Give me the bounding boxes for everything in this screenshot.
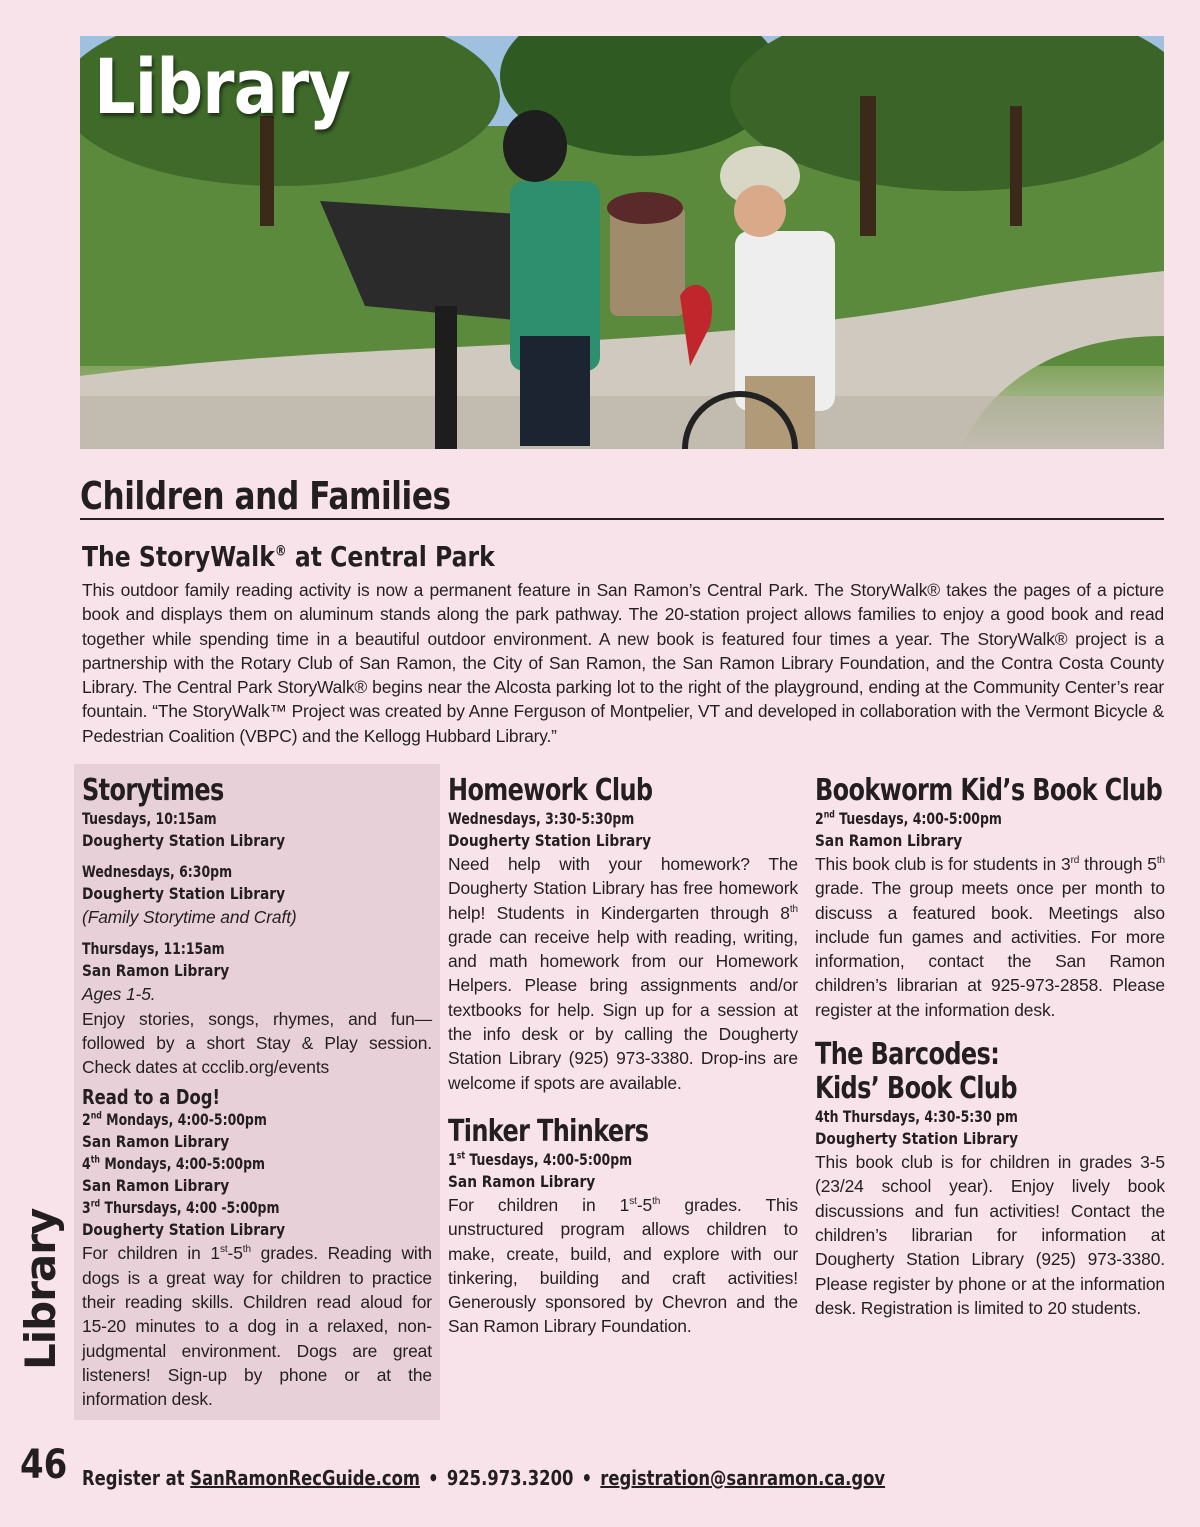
dog-session-2-when: 4th Mondays, 4:00-5:00pm [82, 1154, 266, 1174]
storytime-2-when: Wednesdays, 6:30pm [82, 862, 233, 881]
footer-phone: 925.973.3200 [446, 1466, 574, 1490]
storytime-2-place: Dougherty Station Library [82, 884, 286, 903]
dog-session-1-place: San Ramon Library [82, 1132, 230, 1152]
bookworm-title: Bookworm Kid’s Book Club [815, 773, 1163, 808]
footer-register [82, 1466, 885, 1490]
homework-club-place: Dougherty Station Library [448, 831, 652, 850]
section-title: Children and Families [80, 474, 451, 518]
hero-photo [80, 36, 1164, 449]
footer-separator-2: • [581, 1466, 593, 1490]
section-heading [80, 474, 1164, 520]
barcodes-title-line2: Kids’ Book Club [815, 1071, 1017, 1107]
barcodes-place: Dougherty Station Library [815, 1129, 1019, 1149]
footer-register-label: Register at [82, 1466, 191, 1490]
bookworm-body: This book club is for students in 3rd through 5th grade. The group meets once per month to discuss a featured book. Meetings also include fun games and activities. For more information, contact the San Ramon children’s librarian at 925-973-2858. Please register at the information desk. [815, 854, 1165, 1020]
tinker-thinkers-when: 1st Tuesdays, 4:00-5:00pm [448, 1149, 633, 1169]
storytime-3-place: San Ramon Library [82, 961, 230, 981]
storywalk-title-tail: at Central Park [286, 540, 495, 573]
storytimes-body: Enjoy stories, songs, rhymes, and fun—followed by a short Stay & Play session. Check dates at ccclib.org/events [82, 1008, 432, 1078]
tinker-thinkers-body: For children in 1st-5th grades. This unstructured program allows children to make, create, build, and explore with our tinkering, building and craft activities! Generously sponsored by Chevron and the San Ramon Library Foundation. [448, 1194, 798, 1337]
hero-title: Library [94, 42, 350, 131]
footer-separator-1: • [428, 1466, 439, 1490]
footer-site-link[interactable]: SanRamonRecGuide.com [190, 1466, 420, 1490]
barcodes-title-line1: The Barcodes: [815, 1037, 1000, 1073]
storywalk-title-text: The StoryWalk [82, 540, 275, 573]
side-tab-library: Library [16, 1208, 65, 1370]
middle-column [448, 764, 798, 1339]
bookworm-place: San Ramon Library [815, 831, 963, 850]
storytimes-sidebar [74, 764, 440, 1420]
homework-club-title: Homework Club [448, 773, 653, 808]
storytime-2-note: (Family Storytime and Craft) [82, 907, 297, 927]
dog-session-3-place: Dougherty Station Library [82, 1220, 286, 1240]
storywalk-body: This outdoor family reading activity is now a permanent feature in San Ramon’s Central Park. The StoryWalk® takes the pages of a picture book and displays them on aluminum stands along the park pathway. The 20-station project allows families to enjoy a good book and read together while spending time in a beautiful outdoor environment. A new book is featured four times a year. The StoryWalk® project is a partnership with the Rotary Club of San Ramon, the City of San Ramon, the San Ramon Library Foundation, and the Contra Costa County Library. The Central Park StoryWalk® begins near the Alcosta parking lot to the right of the playground, ending at the Community Center’s rear fountain. “The StoryWalk™ Project was created by Anne Ferguson of Montpelier, VT and developed in collaboration with the Vermont Bicycle & Pedestrian Coalition (VBPC) and the Kellogg Hubbard Library.” [82, 580, 1164, 746]
storytime-1-when: Tuesdays, 10:15am [82, 809, 217, 828]
storytime-3-when: Thursdays, 11:15am [82, 939, 225, 959]
page-number: 46 [20, 1442, 68, 1488]
footer-email-link[interactable]: registration@sanramon.ca.gov [600, 1466, 886, 1490]
tinker-thinkers-place: San Ramon Library [448, 1171, 596, 1191]
barcodes-body: This book club is for children in grades 3-5 (23/24 school year). Enjoy lively book discussions and fun activities! Contact the children’s librarian for information at Dougherty Station Library (925) 973-3380. Please register by phone or at the information desk. Registration is limited to 20 students. [815, 1152, 1165, 1318]
dog-session-1-when: 2nd Mondays, 4:00-5:00pm [82, 1110, 267, 1130]
barcodes-when: 4th Thursdays, 4:30-5:30 pm [815, 1107, 1018, 1127]
homework-club-body: Need help with your homework? The Dougherty Station Library has free homework help! Students in Kindergarten through 8th grade can receive help with reading, writing, and math homework from our Homework Helpers. Please bring assignments and/or textbooks for help. Sign up for a session at the info desk or by calling the Dougherty Station Library (925) 973-3380. Drop-ins are welcome if spots are available. [448, 854, 798, 1093]
storytime-3-note: Ages 1-5. [82, 984, 156, 1005]
dog-session-2-place: San Ramon Library [82, 1176, 230, 1196]
registered-mark: ® [274, 543, 287, 560]
read-to-dog-body: For children in 1st-5th grades. Reading with dogs is a great way for children to practice their reading skills. Children read aloud for 15-20 minutes to a dog in a relaxed, non-judgmental environment. Dogs are great listeners! Sign-up by phone or at the information desk. [82, 1243, 432, 1410]
bookworm-when: 2nd Tuesdays, 4:00-5:00pm [815, 809, 1002, 828]
right-column [815, 764, 1165, 1320]
homework-club-when: Wednesdays, 3:30-5:30pm [448, 809, 635, 828]
read-to-dog-title: Read to a Dog! [82, 1085, 220, 1110]
dog-session-3-when: 3rd Thursdays, 4:00 -5:00pm [82, 1198, 280, 1218]
storywalk-title [82, 540, 495, 573]
storytimes-title: Storytimes [82, 773, 224, 808]
storytime-1-place: Dougherty Station Library [82, 831, 286, 850]
tinker-thinkers-title: Tinker Thinkers [448, 1113, 649, 1149]
